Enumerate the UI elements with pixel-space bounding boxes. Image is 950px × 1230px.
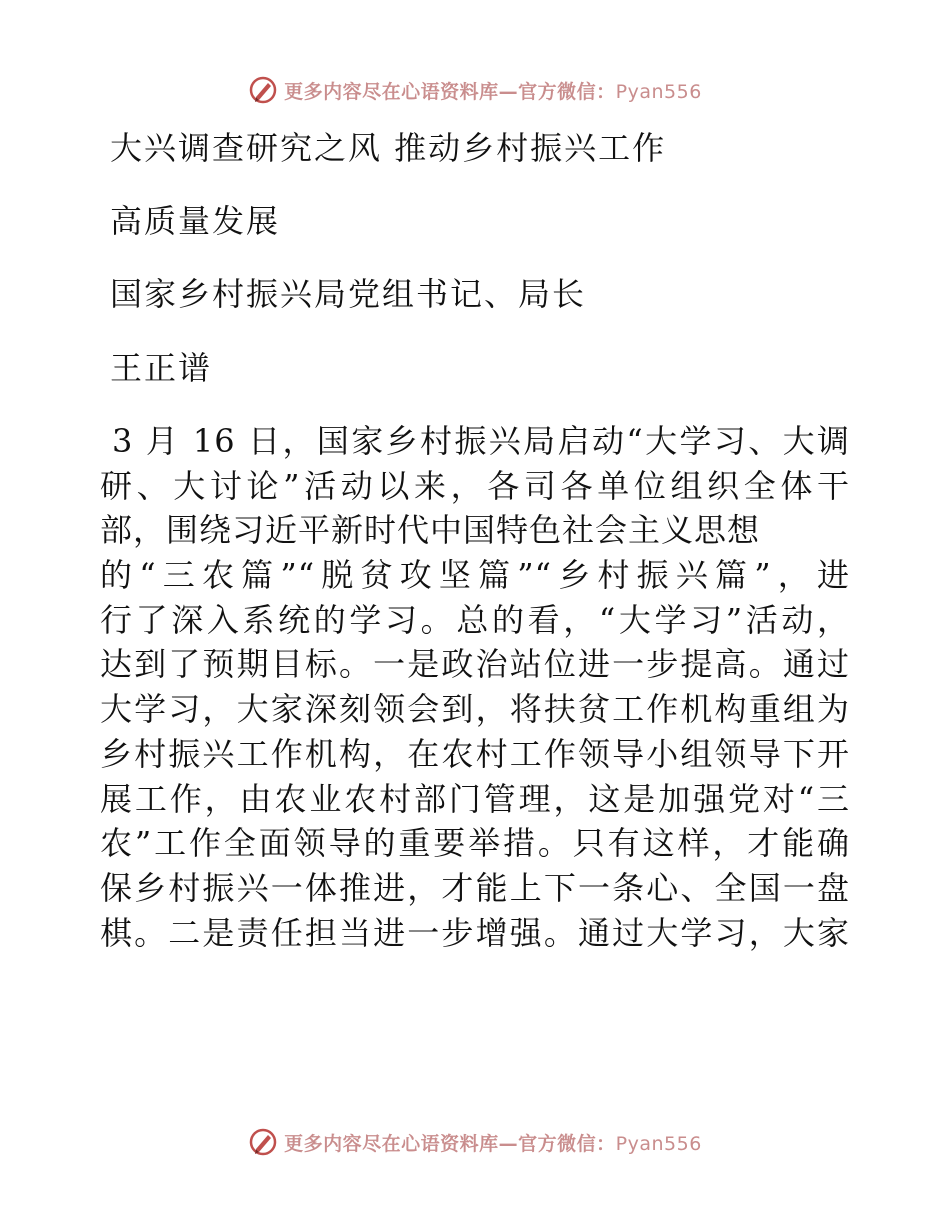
body-line: 乡村振兴工作机构，在农村工作领导小组领导下开 <box>100 734 850 773</box>
body-line: 研、大讨论”活动以来，各司各单位组织全体干 <box>100 466 850 505</box>
body-paragraph <box>100 419 850 955</box>
document-title-line-2: 高质量发展 <box>110 202 281 240</box>
watermark-text <box>284 77 702 104</box>
watermark-code: Pyan556 <box>615 80 702 103</box>
pen-logo-icon <box>248 1127 278 1157</box>
body-line: 棋。二是责任担当进一步增强。通过大学习，大家 <box>100 913 850 952</box>
watermark-text <box>284 1129 702 1156</box>
body-line: 部，围绕习近平新时代中国特色社会主义思想 <box>100 511 761 550</box>
body-line: 达到了预期目标。一是政治站位进一步提高。通过 <box>100 645 850 684</box>
body-line: 农”工作全面领导的重要举措。只有这样，才能确 <box>100 824 850 863</box>
author-position: 国家乡村振兴局党组书记、局长 <box>110 275 587 313</box>
body-line: 大学习，大家深刻领会到，将扶贫工作机构重组为 <box>100 690 850 729</box>
watermark-label: 更多内容尽在心语资料库—官方微信： <box>284 1132 616 1155</box>
watermark-code: Pyan556 <box>615 1132 702 1155</box>
document-title-line-1: 大兴调查研究之风 推动乡村振兴工作 <box>110 129 667 167</box>
body-line: 行了深入系统的学习。总的看，“大学习”活动， <box>100 600 850 639</box>
body-line: 的“三农篇”“脱贫攻坚篇”“乡村振兴篇”，进 <box>100 556 850 595</box>
watermark-label: 更多内容尽在心语资料库—官方微信： <box>284 80 616 103</box>
watermark-header <box>0 72 950 108</box>
author-name: 王正谱 <box>110 349 213 387</box>
watermark-footer <box>0 1124 950 1160</box>
pen-logo-icon <box>248 75 278 105</box>
body-line: 保乡村振兴一体推进，才能上下一条心、全国一盘 <box>100 868 850 907</box>
body-line: 展工作，由农业农村部门管理，这是加强党对“三 <box>100 779 850 818</box>
body-line: 3 月 16 日，国家乡村振兴局启动“大学习、大调 <box>112 422 850 460</box>
